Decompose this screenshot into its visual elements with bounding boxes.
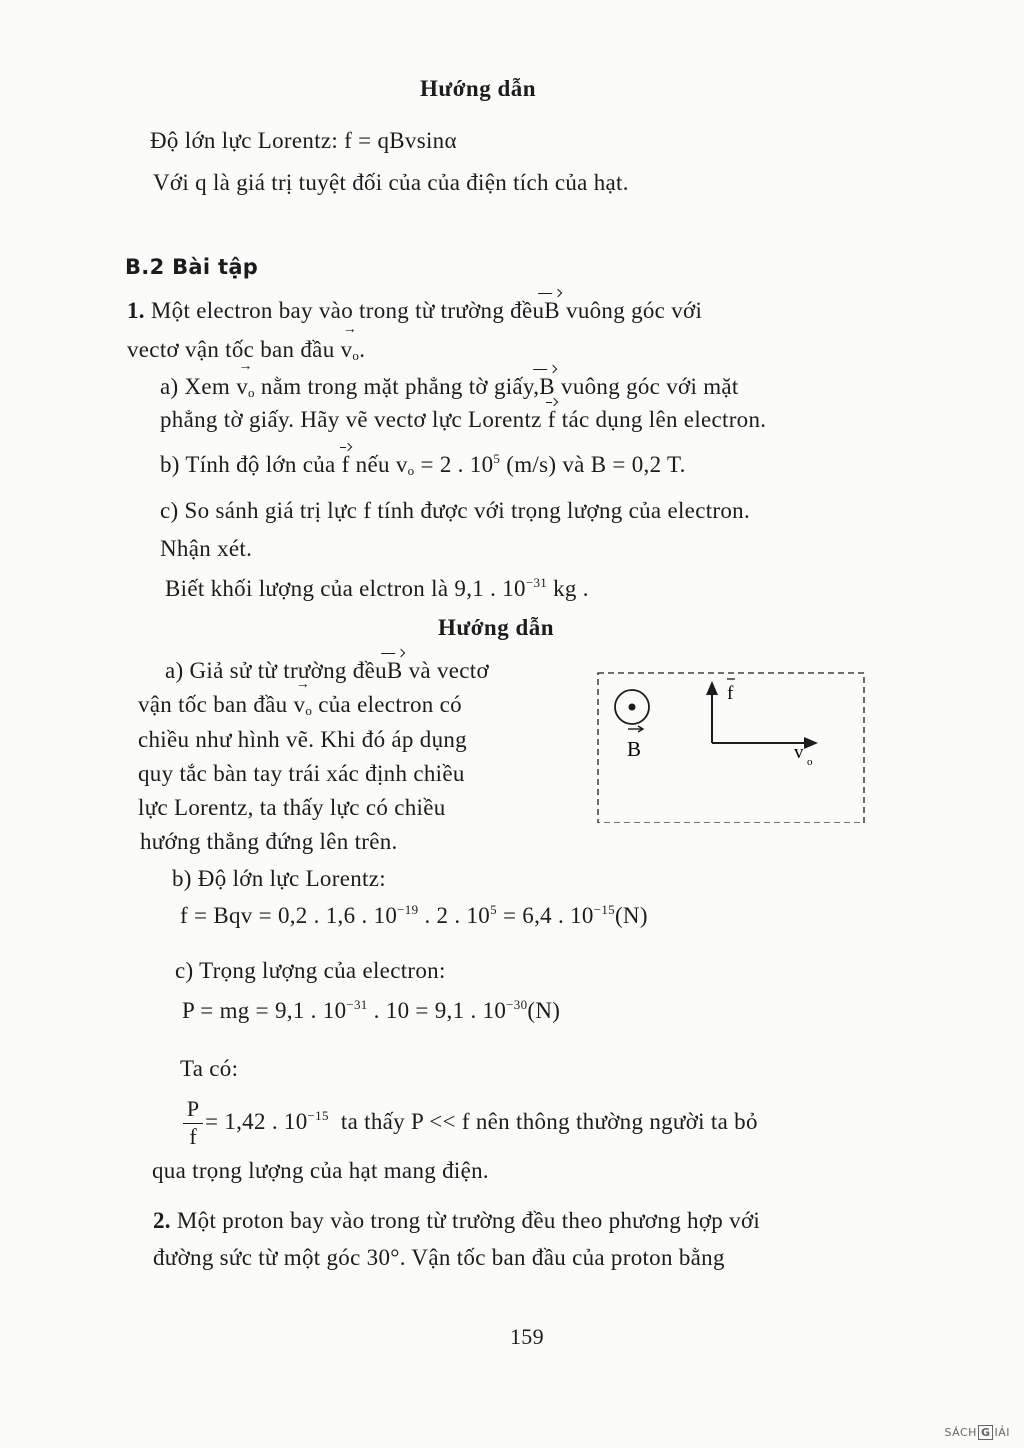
solution-b-label: b) Độ lớn lực Lorentz:	[172, 866, 386, 891]
problem-1-part-c-line-2: Nhận xét.	[160, 536, 253, 561]
lorentz-magnitude-line: Độ lớn lực Lorentz: f = qBvsinα	[150, 128, 457, 153]
problem-2-line-2: đường sức từ một góc 30°. Vận tốc ban đầu của proton bằng	[153, 1245, 725, 1270]
heading-huong-dan-2: Hướng dẫn	[438, 615, 555, 640]
fraction-p-over-f: P f	[183, 1098, 203, 1148]
problem-2-line-1: 2. Một proton bay vào trong từ trường đều theo phương hợp với	[153, 1208, 761, 1233]
electron-mass-line: Biết khối lượng của elctron là 9,1 . $10^{-31}$ kg .	[165, 575, 589, 601]
lorentz-formula: f = qBvsinα	[344, 128, 457, 153]
vector-f-symbol: f	[547, 407, 556, 432]
solution-a-line-2: vận tốc ban đầu → $v_o$ của electron có	[138, 692, 462, 717]
solution-c-formula: P = mg = 9,1 . $10^{-31}$ . 10 = 9,1 . $10^{-30}(N)$	[182, 997, 561, 1023]
vector-f-symbol: f	[341, 452, 350, 477]
vector-b-symbol: B	[386, 658, 403, 683]
vector-b-symbol: B	[539, 374, 555, 399]
vector-b-symbol: B	[544, 298, 560, 323]
vector-v0-symbol: → $v_o$	[341, 337, 360, 362]
solution-a-line-1: a) Giả sử từ trường đềuB và vectơ	[165, 658, 489, 683]
diagram-label-v-sub: o	[807, 756, 813, 768]
force-arrow-head-icon	[706, 681, 718, 695]
problem-1-line-2: vectơ vận tốc ban đầu → $v_o$.	[127, 337, 365, 362]
solution-b-formula: f = Bqv = 0,2 . 1,6 . $10^{-19}$ . 2 . $10^5 = 6,4$ . $10^{-15}(N)$	[180, 902, 648, 928]
vector-v0-symbol: → $v_o$	[294, 692, 313, 717]
problem-1-line-1: 1. Một electron bay vào trong từ trường đềuB vuông góc với	[127, 298, 703, 323]
solution-c-label: c) Trọng lượng của electron:	[175, 958, 446, 983]
field-dot-icon	[629, 704, 636, 711]
conclusion-line: qua trọng lượng của hạt mang điện.	[152, 1158, 489, 1183]
problem-1-part-c-line-1: c) So sánh giá trị lực f tính được với trọng lượng của electron.	[160, 498, 750, 523]
vector-v0-symbol: → $v_o$	[236, 374, 255, 399]
problem-1-part-b: b) Tính độ lớn của f nếu $v_o = 2$ . $10^5$ (m/s) và B = 0,2 T.	[160, 451, 686, 478]
solution-a-line-5: lực Lorentz, ta thấy lực có chiều	[138, 795, 446, 820]
section-title: B.2 Bài tập	[125, 255, 259, 279]
diagram-label-v: v	[794, 742, 804, 763]
watermark-logo: SÁCH G IẢI	[944, 1426, 1010, 1439]
heading-huong-dan-1: Hướng dẫn	[420, 76, 537, 101]
diagram-label-f: f	[727, 683, 734, 704]
solution-a-line-4: quy tắc bàn tay trái xác định chiều	[138, 761, 465, 786]
ratio-line: = 1,42 . $10^{-15}$ ta thấy P << f nên thông thường người ta bỏ	[205, 1108, 758, 1134]
note-q-line: Với q là giá trị tuyệt đối của của điện tích của hạt.	[153, 170, 629, 195]
solution-a-line-3: chiều như hình vẽ. Khi đó áp dụng	[138, 727, 467, 752]
diagram-label-b: B	[627, 737, 642, 761]
problem-1-part-a-line-1: a) Xem → $v_o$ nằm trong mặt phẳng tờ giấy,B vuông góc với mặt	[160, 374, 739, 399]
page-number: 159	[510, 1324, 544, 1349]
solution-a-line-6: hướng thẳng đứng lên trên.	[140, 829, 398, 854]
problem-1-part-a-line-2: phẳng tờ giấy. Hãy vẽ vectơ lực Lorentz f tác dụng lên electron.	[160, 407, 767, 432]
lorentz-force-diagram	[596, 665, 868, 823]
velocity-arrow-head-icon	[804, 737, 818, 749]
ta-co-label: Ta có:	[180, 1056, 239, 1081]
